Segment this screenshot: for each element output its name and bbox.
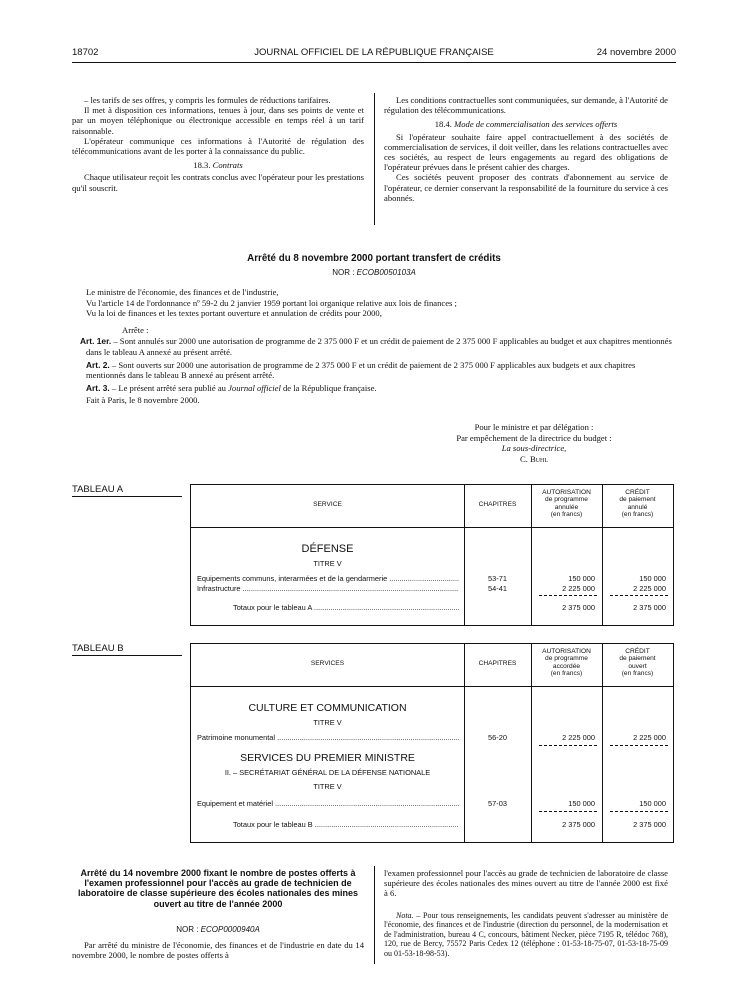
row-credit: 2 225 000 bbox=[633, 584, 666, 593]
article-text: – Sont annulés sur 2000 une autorisation de programme de 2 375 000 F et un crédit de paiement de 2 375 000 F applicables au budget et aux chapitres mentionnés dans le tableau A annexé au présent arrêté. bbox=[86, 336, 672, 357]
column-divider bbox=[374, 93, 375, 225]
nor-reference bbox=[72, 268, 676, 277]
header-line: (en francs) bbox=[621, 511, 654, 519]
header-rule bbox=[191, 686, 673, 687]
arrete-2-left-text: Par arrêté du ministre de l'économie, des finances et de l'industrie en date du 14 novembre 2000, le nombre de postes offerts à bbox=[72, 940, 364, 961]
body-line: Vu la loi de finances et les textes portant ouverture et annulation de crédits pour 2000, bbox=[86, 308, 382, 319]
header-rule bbox=[72, 62, 676, 63]
row-label: Infrastructure ..... bbox=[197, 584, 459, 593]
total-credit: 2 375 000 bbox=[633, 820, 666, 829]
section-title: DÉFENSE bbox=[301, 543, 354, 555]
article-2 bbox=[86, 360, 676, 381]
row-chapitre: 57-03 bbox=[488, 799, 507, 808]
total-autorisation: 2 375 000 bbox=[562, 820, 595, 829]
paragraph: Si l'opérateur souhaite faire appel contractuellement à des sociétés de commercialisation de services, il doit veiller, dans les relations contractuelles avec ces sociétés, au respect de leurs engagements au regard des obligations de l'opérateur prévues dans le présent cahier des charges. bbox=[384, 131, 668, 173]
article-text: – Le présent arrêté sera publié au bbox=[109, 382, 229, 393]
header-line: AUTORISATION bbox=[542, 489, 591, 496]
article-1 bbox=[80, 336, 676, 357]
col-header-autorisation bbox=[531, 489, 602, 519]
total-label: Totaux pour le tableau B ..... bbox=[233, 820, 459, 829]
journal-title: JOURNAL OFFICIEL DE LA RÉPUBLIQUE FRANÇAISE bbox=[254, 47, 494, 58]
column-divider bbox=[374, 866, 375, 964]
titre-label: TITRE V bbox=[313, 782, 342, 791]
arrete-body bbox=[80, 287, 676, 406]
row-autorisation: 150 000 bbox=[568, 799, 595, 808]
signature-title: La sous-directrice, bbox=[501, 443, 567, 454]
row-autorisation: 150 000 bbox=[568, 574, 595, 583]
arrete-2-right-text: l'examen professionnel pour l'accès au grade de technicien de laboratoire de classe supérieure des écoles nationales des mines ouvert au titre de l'année 2000 est fixé à 6. bbox=[384, 868, 668, 899]
arrete-2-note bbox=[384, 911, 668, 958]
tableau-a bbox=[190, 484, 674, 626]
heading-number: 18.3. bbox=[193, 160, 211, 171]
header-line: (en francs) bbox=[550, 670, 583, 678]
heading-title: Contrats bbox=[212, 160, 243, 171]
heading-number: 18.4. bbox=[434, 119, 452, 130]
total-autorisation: 2 375 000 bbox=[562, 603, 595, 612]
paragraph: – les tarifs de ses offres, y compris les formules de réductions tarifaires. bbox=[84, 95, 331, 105]
subtotal-rule bbox=[539, 811, 597, 812]
header-line: (en francs) bbox=[621, 670, 654, 678]
row-chapitre: 53-71 bbox=[488, 574, 507, 583]
arrete-title: Arrêté du 8 novembre 2000 portant transfert de crédits bbox=[247, 253, 501, 264]
header-line: de paiement bbox=[619, 496, 656, 504]
subtotal-rule bbox=[610, 811, 668, 812]
page-number: 18702 bbox=[72, 47, 99, 58]
tableau-a-label: TABLEAU A bbox=[72, 484, 182, 497]
article-3 bbox=[86, 383, 676, 394]
fait-a-paris: Fait à Paris, le 8 novembre 2000. bbox=[86, 395, 200, 406]
body-line: Le ministre de l'économie, des finances et de l'industrie, bbox=[86, 287, 279, 297]
col-header-credit bbox=[602, 648, 673, 678]
header-line: de paiement bbox=[619, 655, 656, 663]
signature-line: Par empêchement de la directrice du budget : bbox=[456, 432, 612, 443]
header-line: AUTORISATION bbox=[542, 648, 591, 655]
article-text: – Sont ouverts sur 2000 une autorisation de programme de 2 375 000 F et un crédit de paiement de 2 375 000 F applicables aux budgets et aux chapitres mentionnés dans le tableau B annexé au présent arrêté. bbox=[86, 359, 636, 381]
header-line: accordée bbox=[552, 662, 581, 670]
row-label: Equipement et matériel ..... bbox=[197, 799, 459, 808]
body-line: Vu l'article 14 de l'ordonnance nº 59-2 du 2 janvier 1959 portant loi organique relative aux lois de finances ; bbox=[86, 297, 457, 308]
subsection-title: II. – SECRÉTARIAT GÉNÉRAL DE LA DÉFENSE NATIONALE bbox=[224, 768, 431, 777]
subtotal-rule bbox=[539, 595, 597, 596]
header-line: (en francs) bbox=[550, 511, 583, 519]
row-credit: 2 225 000 bbox=[633, 733, 666, 742]
note-label: Nota. bbox=[396, 911, 414, 920]
row-autorisation: 2 225 000 bbox=[562, 584, 595, 593]
signatory-name: C. Buhl bbox=[519, 453, 549, 464]
heading-title: Mode de commercialisation des services offerts bbox=[454, 119, 618, 130]
nor-reference bbox=[72, 925, 364, 934]
signature-line: Pour le ministre et par délégation : bbox=[474, 422, 594, 432]
top-right-column bbox=[384, 95, 668, 203]
paragraph: Ces sociétés peuvent proposer des contrats d'abonnement au service de l'opérateur, ce dernier conservant la responsabilité de la fourniture du service à ces abonnés. bbox=[384, 172, 668, 203]
paragraph: Chaque utilisateur reçoit les contrats conclus avec l'opérateur pour les prestations qu'il souscrit. bbox=[72, 172, 364, 193]
row-chapitre: 56-20 bbox=[488, 733, 507, 742]
section-title: CULTURE ET COMMUNICATION bbox=[248, 702, 407, 714]
nor-label: NOR : bbox=[176, 925, 199, 934]
row-chapitre: 54-41 bbox=[488, 584, 507, 593]
header-line: annulé bbox=[627, 503, 648, 511]
row-label: Equipements communs, interarmées et de la gendarmerie ..... bbox=[197, 574, 459, 583]
header-line: ouvert bbox=[628, 662, 647, 670]
header-line: de programme bbox=[545, 496, 588, 504]
arrete-2-title: Arrêté du 14 novembre 2000 fixant le nombre de postes offerts à l'examen professionnel pour l'accès au grade de technicien de laboratoire de classe supérieure des écoles nationales des mines ouvert au titre de l'année 2000 bbox=[77, 868, 359, 909]
paragraph: Il met à disposition ces informations, tenues à jour, dans ses points de vente et par un moyen téléphonique ou électronique accessible en temps réel à un tarif raisonnable. bbox=[72, 105, 364, 136]
total-label: Totaux pour le tableau A ..... bbox=[233, 603, 459, 612]
nor-label: NOR : bbox=[332, 268, 355, 277]
header-line: CRÉDIT bbox=[625, 489, 650, 496]
row-label: Patrimoine monumental ..... bbox=[197, 733, 459, 742]
note-text: – Pour tous renseignements, les candidats peuvent s'adresser au ministère de l'économie, des finances et de l'industrie (direction du personnel, de la modernisation et de l'administration, bureau 4 C, concours, bâtiment Necker, pièce 7195 R, télédoc 768), 120, rue de Bercy, 75572 Paris Cedex 12 (téléphone : 01-53-18-75-07, 01-53-18-75-09 ou 01-53-18-98-53). bbox=[384, 911, 668, 958]
journal-name: Journal officiel bbox=[228, 382, 281, 393]
article-label: Art. 2. bbox=[86, 359, 110, 370]
col-header-service: SERVICE bbox=[313, 501, 342, 508]
paragraph: L'opérateur communique ces informations à l'Autorité de régulation des télécommunications avant de les porter à la connaissance du public. bbox=[72, 135, 364, 157]
issue-date: 24 novembre 2000 bbox=[596, 47, 676, 58]
header-line: CRÉDIT bbox=[625, 648, 650, 655]
article-label: Art. 1er. bbox=[80, 336, 112, 347]
article-label: Art. 3. bbox=[86, 382, 110, 393]
col-header-credit bbox=[602, 489, 673, 519]
col-header-autorisation bbox=[531, 648, 602, 678]
header-rule bbox=[191, 527, 673, 528]
subtotal-rule bbox=[610, 745, 668, 746]
titre-label: TITRE V bbox=[313, 718, 342, 727]
subtotal-rule bbox=[610, 595, 668, 596]
section-heading bbox=[384, 119, 668, 129]
titre-label: TITRE V bbox=[313, 559, 342, 568]
col-header-chapitres: CHAPITRES bbox=[478, 660, 517, 667]
tableau-b-label: TABLEAU B bbox=[72, 643, 182, 656]
section-title: SERVICES DU PREMIER MINISTRE bbox=[240, 752, 415, 764]
article-text: de la République française. bbox=[280, 382, 377, 393]
top-left-column bbox=[72, 95, 364, 193]
row-credit: 150 000 bbox=[639, 799, 666, 808]
col-header-chapitres: CHAPITRES bbox=[478, 501, 517, 508]
row-autorisation: 2 225 000 bbox=[562, 733, 595, 742]
row-credit: 150 000 bbox=[639, 574, 666, 583]
header-line: de programme bbox=[545, 655, 588, 663]
column-rule bbox=[464, 644, 465, 842]
nor-code: ECOB0050103A bbox=[356, 268, 416, 277]
nor-code: ECOP0000940A bbox=[200, 925, 260, 934]
arrete-word: Arrête : bbox=[122, 324, 149, 335]
subtotal-rule bbox=[539, 745, 597, 746]
section-heading bbox=[72, 160, 364, 170]
signature-block bbox=[400, 422, 668, 464]
total-credit: 2 375 000 bbox=[633, 603, 666, 612]
col-header-services: SERVICES bbox=[310, 660, 345, 667]
header-line: annulée bbox=[554, 503, 579, 511]
paragraph: Les conditions contractuelles sont communiquées, sur demande, à l'Autorité de régulation des télécommunications. bbox=[384, 95, 668, 116]
tableau-b bbox=[190, 643, 674, 843]
